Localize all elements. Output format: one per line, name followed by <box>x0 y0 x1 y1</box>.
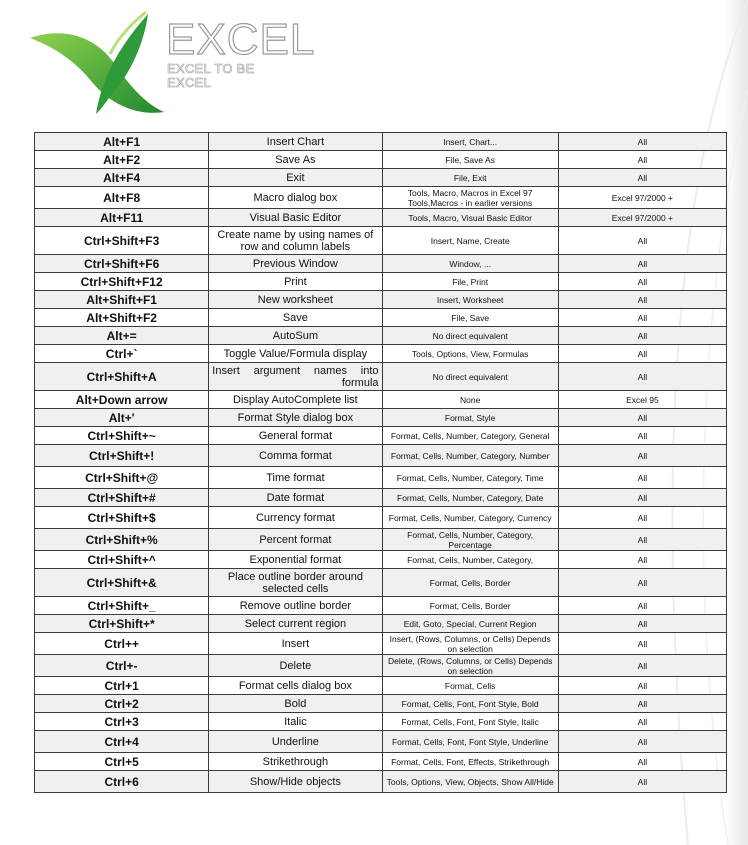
shortcut-keys-cell: Ctrl+Shift+! <box>35 445 209 467</box>
version-cell: All <box>558 713 726 731</box>
version-cell: All <box>558 327 726 345</box>
shortcut-keys-cell: Ctrl+Shift+@ <box>35 467 209 489</box>
version-cell: All <box>558 677 726 695</box>
shortcut-keys-cell: Ctrl+2 <box>35 695 209 713</box>
version-cell: All <box>558 615 726 633</box>
version-cell: All <box>558 731 726 753</box>
table-row <box>35 363 727 391</box>
table-row <box>35 291 727 309</box>
shortcut-keys-cell: Ctrl+3 <box>35 713 209 731</box>
shortcut-keys-cell: Ctrl++ <box>35 633 209 655</box>
action-cell: General format <box>209 427 382 445</box>
action-cell: Italic <box>209 713 382 731</box>
shortcut-keys-cell: Ctrl+Shift+A <box>35 363 209 391</box>
table-row <box>35 445 727 467</box>
action-cell: Place outline border around selected cells <box>209 569 382 597</box>
action-cell: Show/Hide objects <box>209 771 382 793</box>
table-row <box>35 569 727 597</box>
menu-path-cell: Insert, Chart... <box>382 133 558 151</box>
shortcut-keys-cell: Ctrl+Shift+F12 <box>35 273 209 291</box>
table-row <box>35 345 727 363</box>
version-cell: All <box>558 345 726 363</box>
shortcut-keys-cell: Alt+F8 <box>35 187 209 209</box>
menu-path-cell: Format, Cells, Border <box>382 569 558 597</box>
version-cell: All <box>558 467 726 489</box>
table-row <box>35 409 727 427</box>
version-cell: All <box>558 255 726 273</box>
logo-title: EXCEL <box>166 15 316 64</box>
version-cell: All <box>558 633 726 655</box>
menu-path-cell: Tools, Macro, Macros in Excel 97 Tools,Macros - in earlier versions <box>382 187 558 209</box>
version-cell: All <box>558 445 726 467</box>
version-cell: All <box>558 291 726 309</box>
shortcut-keys-cell: Alt+' <box>35 409 209 427</box>
shortcut-keys-cell: Ctrl+4 <box>35 731 209 753</box>
shortcut-keys-cell: Ctrl+Shift+$ <box>35 507 209 529</box>
version-cell: All <box>558 273 726 291</box>
menu-path-cell: Tools, Options, View, Formulas <box>382 345 558 363</box>
version-cell: All <box>558 551 726 569</box>
action-cell: Insert <box>209 633 382 655</box>
shortcut-keys-cell: Alt+Shift+F2 <box>35 309 209 327</box>
x-logo-icon <box>26 8 166 120</box>
table-row <box>35 529 727 551</box>
table-row <box>35 391 727 409</box>
action-cell: Format Style dialog box <box>209 409 382 427</box>
logo-subtitle: EXCEL TO BE EXCEL <box>167 61 255 90</box>
table-row <box>35 551 727 569</box>
action-cell: New worksheet <box>209 291 382 309</box>
table-row <box>35 187 727 209</box>
menu-path-cell: Format, Cells, Number, Category, Number <box>382 445 558 467</box>
table-row <box>35 753 727 771</box>
action-cell: Create name by using names of row and column labels <box>209 227 382 255</box>
shortcut-keys-cell: Alt+= <box>35 327 209 345</box>
action-cell: Save As <box>209 151 382 169</box>
menu-path-cell: Format, Cells, Number, Category, General <box>382 427 558 445</box>
shortcut-keys-cell: Ctrl+6 <box>35 771 209 793</box>
action-cell: Insert argument names into formula <box>209 363 382 391</box>
table-row <box>35 151 727 169</box>
menu-path-cell: Insert, Name, Create <box>382 227 558 255</box>
shortcut-keys-cell: Ctrl+Shift+% <box>35 529 209 551</box>
menu-path-cell: Tools, Macro, Visual Basic Editor <box>382 209 558 227</box>
action-cell: Previous Window <box>209 255 382 273</box>
shortcut-keys-cell: Alt+F11 <box>35 209 209 227</box>
table-row <box>35 507 727 529</box>
action-cell: Insert Chart <box>209 133 382 151</box>
version-cell: All <box>558 597 726 615</box>
version-cell: All <box>558 753 726 771</box>
action-cell: Delete <box>209 655 382 677</box>
shortcut-keys-cell: Ctrl+Shift+~ <box>35 427 209 445</box>
menu-path-cell: Format, Style <box>382 409 558 427</box>
menu-path-cell: Delete, (Rows, Columns, or Cells) Depends on selection <box>382 655 558 677</box>
table-row <box>35 273 727 291</box>
table-row <box>35 633 727 655</box>
menu-path-cell: File, Print <box>382 273 558 291</box>
version-cell: Excel 97/2000 + <box>558 209 726 227</box>
action-cell: Exponential format <box>209 551 382 569</box>
table-row <box>35 227 727 255</box>
menu-path-cell: Format, Cells, Border <box>382 597 558 615</box>
table-row <box>35 615 727 633</box>
menu-path-cell: No direct equivalent <box>382 363 558 391</box>
version-cell: All <box>558 151 726 169</box>
menu-path-cell: Format, Cells <box>382 677 558 695</box>
shortcut-keys-cell: Alt+Down arrow <box>35 391 209 409</box>
table-row <box>35 489 727 507</box>
action-cell: Bold <box>209 695 382 713</box>
shortcut-keys-cell: Alt+F4 <box>35 169 209 187</box>
table-row <box>35 695 727 713</box>
shortcut-keys-cell: Alt+F2 <box>35 151 209 169</box>
version-cell: All <box>558 489 726 507</box>
version-cell: All <box>558 427 726 445</box>
shortcut-keys-cell: Ctrl+` <box>35 345 209 363</box>
menu-path-cell: Insert, (Rows, Columns, or Cells) Depends on selection <box>382 633 558 655</box>
action-cell: Display AutoComplete list <box>209 391 382 409</box>
menu-path-cell: Format, Cells, Number, Category, Percentage <box>382 529 558 551</box>
action-cell: Format cells dialog box <box>209 677 382 695</box>
table-row <box>35 209 727 227</box>
menu-path-cell: No direct equivalent <box>382 327 558 345</box>
menu-path-cell: Format, Cells, Font, Font Style, Bold <box>382 695 558 713</box>
action-cell: Strikethrough <box>209 753 382 771</box>
action-cell: Visual Basic Editor <box>209 209 382 227</box>
table-row <box>35 327 727 345</box>
menu-path-cell: Format, Cells, Number, Category, Time <box>382 467 558 489</box>
version-cell: All <box>558 363 726 391</box>
version-cell: All <box>558 133 726 151</box>
action-cell: AutoSum <box>209 327 382 345</box>
menu-path-cell: Format, Cells, Number, Category, Currency <box>382 507 558 529</box>
shortcut-keys-cell: Alt+F1 <box>35 133 209 151</box>
version-cell: All <box>558 169 726 187</box>
action-cell: Print <box>209 273 382 291</box>
action-cell: Time format <box>209 467 382 489</box>
table-row <box>35 467 727 489</box>
action-cell: Date format <box>209 489 382 507</box>
menu-path-cell: Tools, Options, View, Objects, Show All/Hide <box>382 771 558 793</box>
action-cell: Percent format <box>209 529 382 551</box>
version-cell: All <box>558 507 726 529</box>
shortcut-keys-cell: Ctrl+- <box>35 655 209 677</box>
menu-path-cell: Format, Cells, Font, Effects, Strikethrough <box>382 753 558 771</box>
version-cell: All <box>558 227 726 255</box>
table-row <box>35 731 727 753</box>
table-row <box>35 677 727 695</box>
shortcut-keys-cell: Ctrl+Shift+^ <box>35 551 209 569</box>
table-row <box>35 713 727 731</box>
shortcut-keys-cell: Ctrl+5 <box>35 753 209 771</box>
shortcut-keys-cell: Ctrl+Shift+& <box>35 569 209 597</box>
menu-path-cell: Window, ... <box>382 255 558 273</box>
table-row <box>35 771 727 793</box>
action-cell: Macro dialog box <box>209 187 382 209</box>
shortcut-table <box>34 132 727 793</box>
shortcut-keys-cell: Ctrl+Shift+F3 <box>35 227 209 255</box>
table-row <box>35 427 727 445</box>
shortcut-keys-cell: Ctrl+Shift+_ <box>35 597 209 615</box>
menu-path-cell: Edit, Goto, Special, Current Region <box>382 615 558 633</box>
table-row <box>35 255 727 273</box>
table-row <box>35 133 727 151</box>
table-row <box>35 597 727 615</box>
menu-path-cell: Format, Cells, Number, Category, Date <box>382 489 558 507</box>
menu-path-cell: Insert, Worksheet <box>382 291 558 309</box>
table-row <box>35 655 727 677</box>
action-cell: Select current region <box>209 615 382 633</box>
shortcut-keys-cell: Ctrl+Shift+F6 <box>35 255 209 273</box>
version-cell: All <box>558 655 726 677</box>
menu-path-cell: File, Exit <box>382 169 558 187</box>
action-cell: Remove outline border <box>209 597 382 615</box>
version-cell: All <box>558 529 726 551</box>
menu-path-cell: Format, Cells, Font, Font Style, Underline <box>382 731 558 753</box>
version-cell: All <box>558 309 726 327</box>
version-cell: All <box>558 695 726 713</box>
shortcut-keys-cell: Ctrl+Shift+* <box>35 615 209 633</box>
version-cell: All <box>558 771 726 793</box>
version-cell: Excel 97/2000 + <box>558 187 726 209</box>
action-cell: Save <box>209 309 382 327</box>
shortcut-keys-cell: Ctrl+1 <box>35 677 209 695</box>
menu-path-cell: Format, Cells, Font, Font Style, Italic <box>382 713 558 731</box>
version-cell: All <box>558 569 726 597</box>
excel-logo <box>26 8 316 120</box>
table-row <box>35 309 727 327</box>
shortcut-keys-cell: Ctrl+Shift+# <box>35 489 209 507</box>
action-cell: Comma format <box>209 445 382 467</box>
action-cell: Underline <box>209 731 382 753</box>
action-cell: Currency format <box>209 507 382 529</box>
action-cell: Exit <box>209 169 382 187</box>
menu-path-cell: File, Save <box>382 309 558 327</box>
version-cell: All <box>558 409 726 427</box>
version-cell: Excel 95 <box>558 391 726 409</box>
menu-path-cell: File, Save As <box>382 151 558 169</box>
menu-path-cell: Format, Cells, Number, Category, <box>382 551 558 569</box>
menu-path-cell: None <box>382 391 558 409</box>
action-cell: Toggle Value/Formula display <box>209 345 382 363</box>
table-row <box>35 169 727 187</box>
shortcut-keys-cell: Alt+Shift+F1 <box>35 291 209 309</box>
